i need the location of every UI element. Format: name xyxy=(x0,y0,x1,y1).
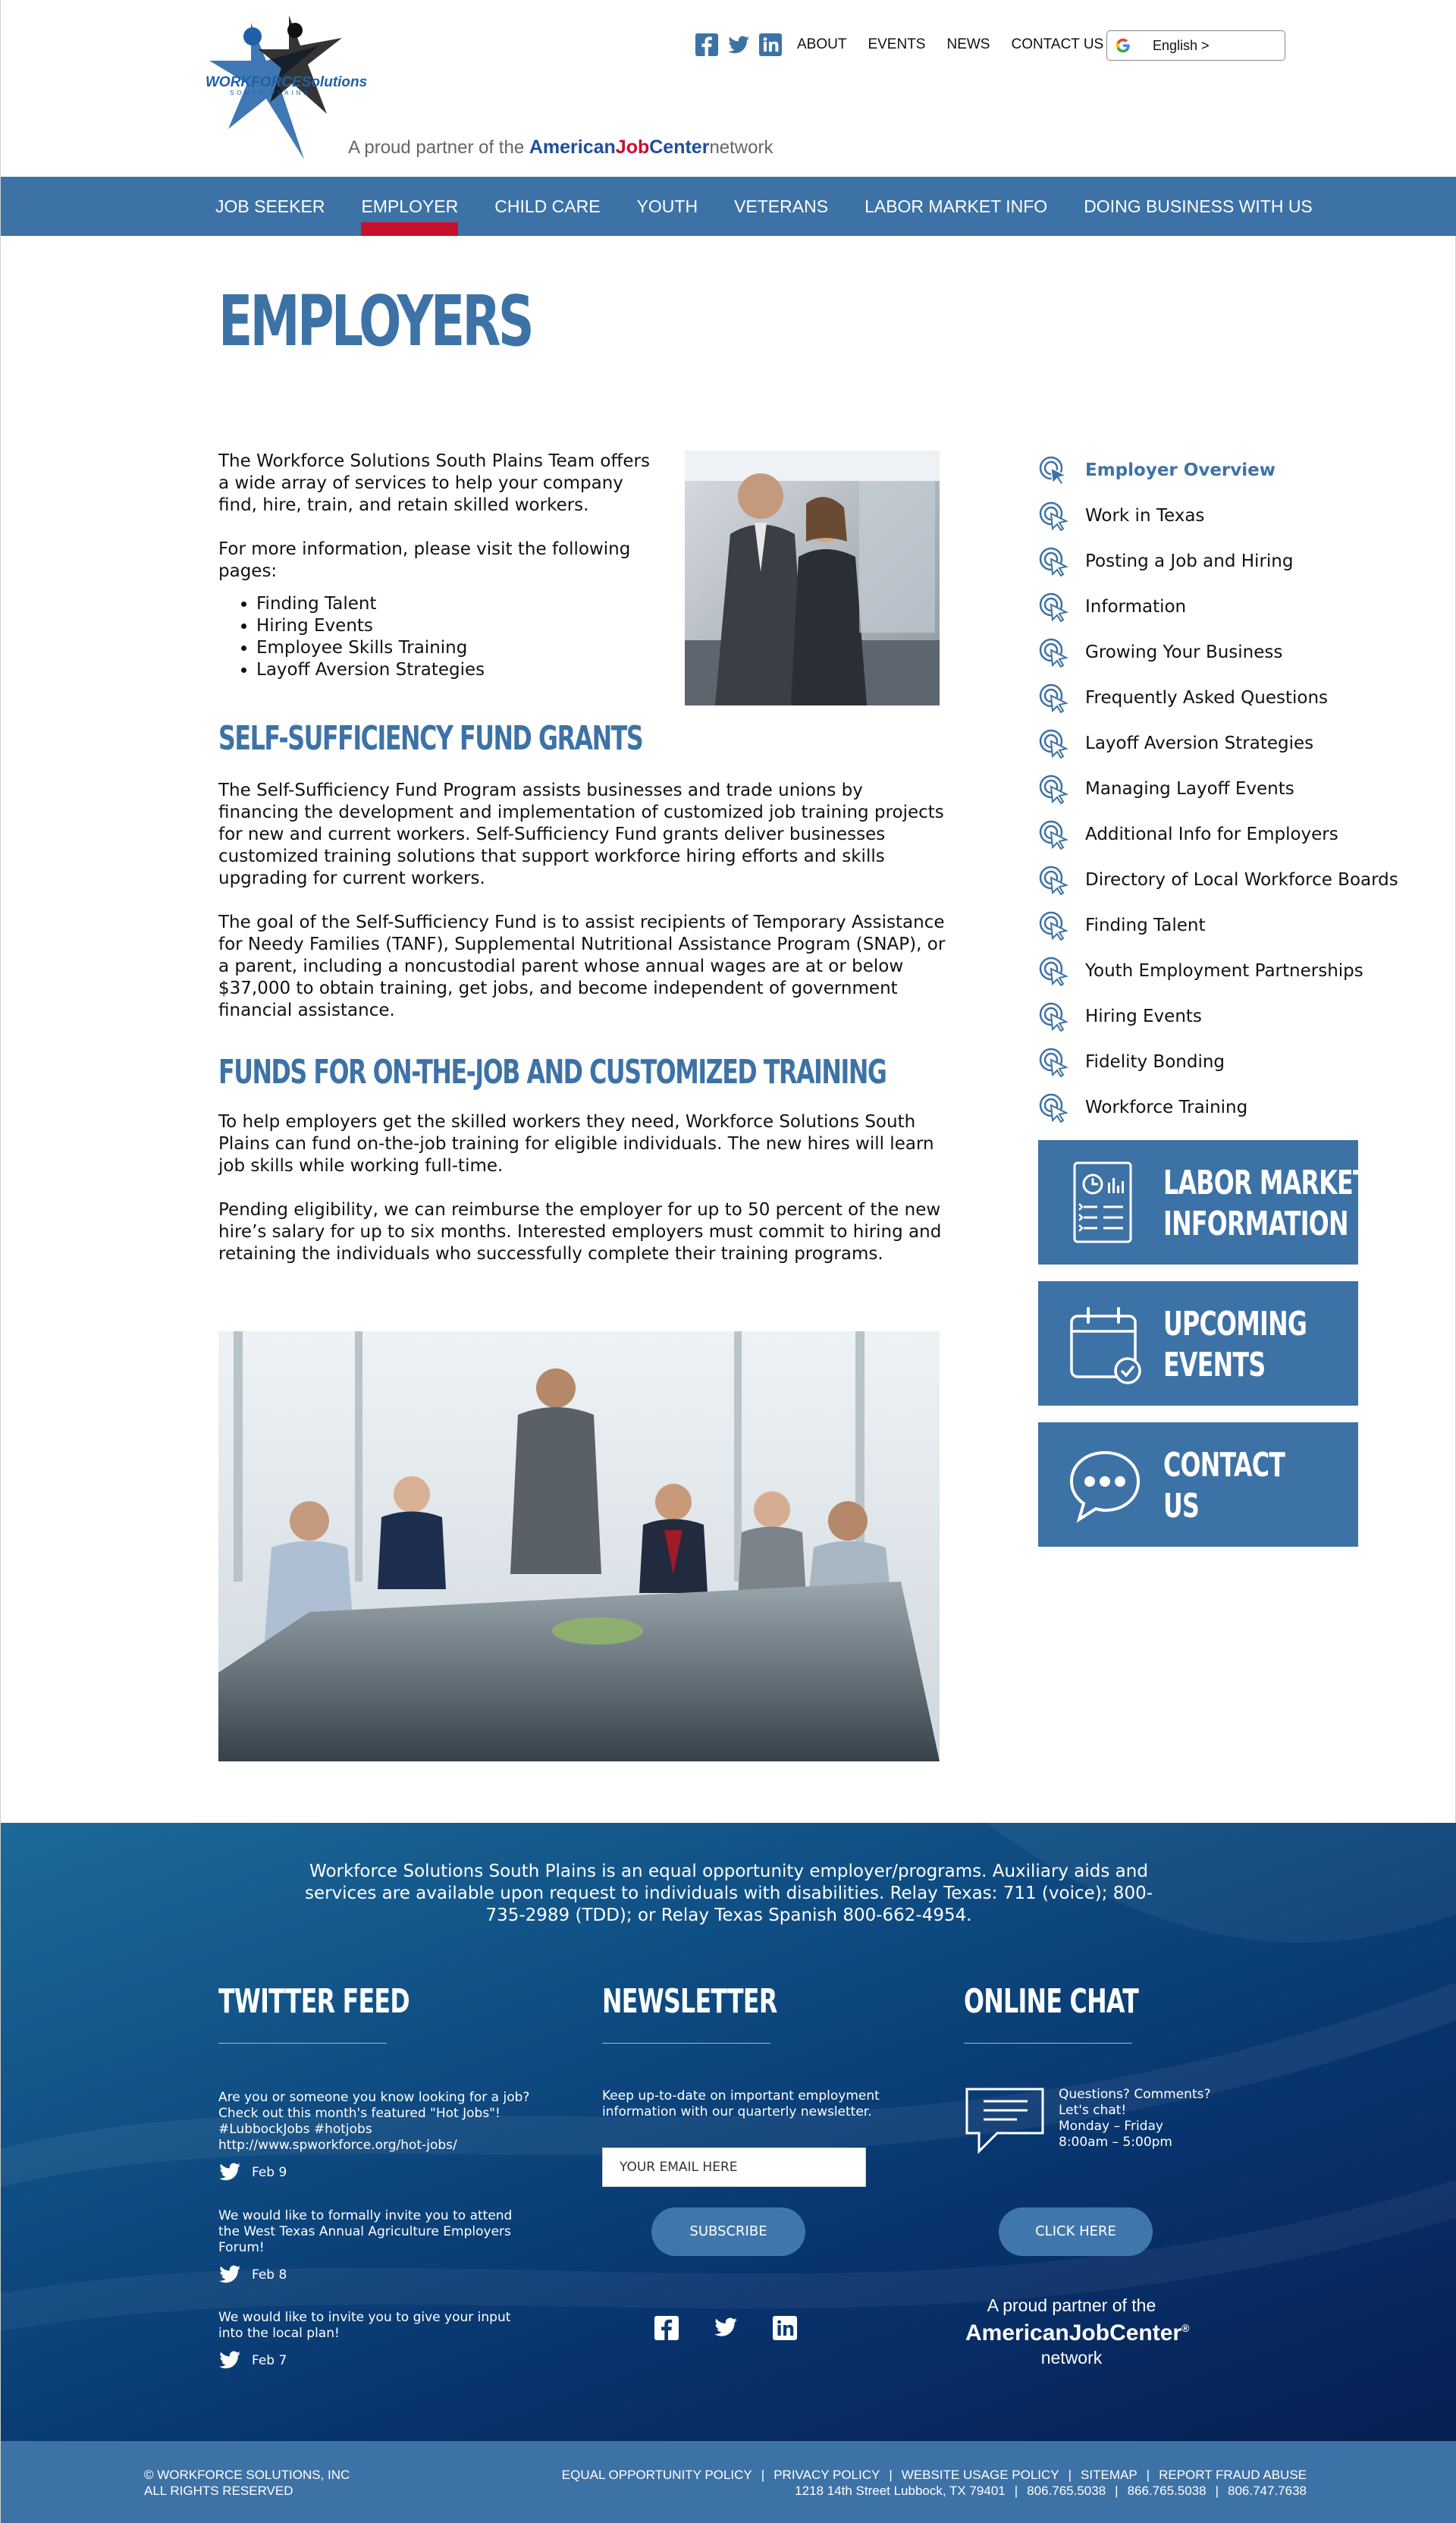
tile-label xyxy=(1163,1163,1369,1245)
privacy-policy-link[interactable]: PRIVACY POLICY xyxy=(774,2468,880,2482)
tweet-meta xyxy=(218,2351,537,2371)
ajc-wordmark: AmericanJobCenter xyxy=(965,2320,1182,2345)
footer-partner-logo xyxy=(965,2295,1190,2368)
intro-paragraph-2: For more information, please visit the following pages: xyxy=(218,539,631,581)
cursor-click-icon xyxy=(1038,1001,1068,1032)
list-item[interactable]: • Layoff Aversion Strategies xyxy=(256,659,658,681)
tile-line-1: CONTACT xyxy=(1163,1446,1285,1485)
equal-opportunity-policy-link[interactable]: EQUAL OPPORTUNITY POLICY xyxy=(561,2468,752,2482)
cursor-click-icon xyxy=(1038,637,1068,668)
chat-click-here-button[interactable]: CLICK HERE xyxy=(999,2207,1153,2256)
section-title-funds: FUNDS FOR ON-THE-JOB AND CUSTOMIZED TRAINING xyxy=(218,1053,886,1092)
cursor-click-icon xyxy=(1038,774,1068,804)
tweet-item xyxy=(218,2310,537,2371)
language-label: English > xyxy=(1153,37,1210,53)
page-title: EMPLOYERS xyxy=(218,281,532,362)
copyright-line-1: © WORKFORCE SOLUTIONS, INC xyxy=(144,2468,350,2482)
tweet-date: Feb 8 xyxy=(252,2267,287,2283)
american-job-center-logo xyxy=(965,2320,1190,2346)
footer-social-links xyxy=(654,2316,797,2340)
partner-prefix: A proud partner of the xyxy=(348,137,525,158)
cursor-click-icon xyxy=(1038,546,1068,577)
ajc-center: Center xyxy=(649,137,710,158)
american-job-center-logo xyxy=(529,137,710,158)
tweet-meta xyxy=(218,2265,537,2285)
list-item[interactable]: • Employee Skills Training xyxy=(256,637,658,659)
twitter-icon[interactable] xyxy=(727,33,750,56)
sidebar-item-label: Finding Talent xyxy=(1085,916,1206,935)
section2-paragraph-2: Pending eligibility, we can reimburse the employer for up to 50 percent of the new hire’s salary for up to six months. Interested employers must commit to hiring and retaining the individuals who successfully complete their training programs. xyxy=(218,1200,942,1264)
tweet-date: Feb 7 xyxy=(252,2352,287,2368)
divider xyxy=(602,2043,770,2044)
sidebar-item-label: Hiring Events xyxy=(1085,1007,1202,1026)
sidebar-item-label: Managing Layoff Events xyxy=(1085,779,1294,799)
sidebar-item-finding-talent[interactable] xyxy=(1038,903,1432,948)
linkedin-icon[interactable] xyxy=(773,2316,797,2340)
sidebar-item-label: Directory of Local Workforce Boards xyxy=(1085,870,1398,890)
cursor-click-icon xyxy=(1038,455,1068,485)
separator: | xyxy=(889,2468,893,2482)
twitter-icon[interactable] xyxy=(714,2316,738,2340)
sidebar-item-directory-boards[interactable] xyxy=(1038,857,1432,903)
language-selector[interactable] xyxy=(1106,30,1285,61)
copyright xyxy=(144,2467,350,2499)
main-navigation xyxy=(1,177,1456,236)
tile-line-2: US xyxy=(1163,1487,1200,1525)
facebook-icon[interactable] xyxy=(654,2316,679,2340)
nav-employer[interactable]: EMPLOYER xyxy=(361,177,458,236)
site-header xyxy=(1,0,1456,177)
employer-sidebar-menu xyxy=(1038,448,1432,1130)
partner-tagline xyxy=(348,137,773,159)
funds-section xyxy=(218,1111,946,1287)
twitter-bird-icon xyxy=(218,2265,241,2285)
sidebar-item-label: Workforce Training xyxy=(1085,1098,1248,1117)
copyright-line-2: ALL RIGHTS RESERVED xyxy=(144,2484,293,2498)
divider xyxy=(218,2043,387,2044)
list-item[interactable]: • Finding Talent xyxy=(256,593,658,615)
cursor-click-icon xyxy=(1038,501,1068,531)
nav-veterans[interactable]: VETERANS xyxy=(734,196,829,216)
newsletter-description: Keep up-to-date on important employment information with our quarterly newsletter. xyxy=(602,2088,880,2119)
cursor-click-icon xyxy=(1038,819,1068,850)
chat-description xyxy=(1059,2087,1256,2151)
nav-youth[interactable]: YOUTH xyxy=(636,196,698,216)
phone-number[interactable]: 866.765.5038 xyxy=(1127,2484,1207,2498)
partner-prefix: A proud partner of the xyxy=(987,2295,1156,2315)
tweet-meta xyxy=(218,2163,537,2182)
sidebar-item-employer-overview[interactable] xyxy=(1038,448,1432,493)
sidebar-item-fidelity-bonding[interactable] xyxy=(1038,1039,1432,1085)
cursor-click-icon xyxy=(1038,728,1068,759)
sidebar-item-label: Additional Info for Employers xyxy=(1085,825,1338,844)
cursor-click-icon xyxy=(1038,956,1068,986)
nav-child-care[interactable]: CHILD CARE xyxy=(494,196,601,216)
equal-opportunity-statement: Workforce Solutions South Plains is an equal opportunity employer/programs. Auxiliary aids and services are available upon request to individuals with disabilities. Relay Texas: 711 (voice); 800-735-2989 (TDD); or Relay Texas Spanish 800-662-4954. xyxy=(304,1862,1153,1925)
header-social-links xyxy=(695,33,782,56)
chat-line: Let's chat! xyxy=(1059,2103,1127,2118)
email-field[interactable] xyxy=(602,2148,866,2187)
nav-labor-market-info[interactable]: LABOR MARKET INFO xyxy=(864,196,1048,216)
separator: | xyxy=(1068,2468,1072,2482)
calendar-check-icon xyxy=(1067,1301,1143,1386)
labor-market-info-tile[interactable] xyxy=(1038,1140,1369,1265)
cursor-click-icon xyxy=(1038,1092,1068,1123)
sidebar-item-faq[interactable] xyxy=(1038,675,1432,721)
sidebar-item-growing-business[interactable] xyxy=(1038,630,1432,675)
facebook-icon[interactable] xyxy=(695,33,718,56)
separator: | xyxy=(1115,2484,1119,2498)
sidebar-item-label: Fidelity Bonding xyxy=(1085,1052,1225,1072)
logo-subtitle: SOUTH PLAINS xyxy=(230,90,311,96)
sidebar-item-label: Posting a Job and Hiring xyxy=(1085,551,1294,571)
separator: | xyxy=(761,2468,765,2482)
cursor-click-icon xyxy=(1038,1047,1068,1077)
google-translate-icon xyxy=(1115,37,1131,54)
tweet-item xyxy=(218,2090,537,2182)
partner-suffix: network xyxy=(709,137,774,158)
sidebar-item-hiring-events[interactable] xyxy=(1038,994,1432,1039)
sidebar-item-additional-info[interactable] xyxy=(1038,812,1432,857)
sidebar-item-label: Employer Overview xyxy=(1085,460,1276,480)
self-sufficiency-section xyxy=(218,780,946,1044)
sidebar-item-work-in-texas[interactable] xyxy=(1038,493,1432,539)
sidebar-item-label: Youth Employment Partnerships xyxy=(1085,961,1363,981)
sidebar-item-youth-partnerships[interactable] xyxy=(1038,948,1432,994)
cursor-click-icon xyxy=(1038,592,1068,622)
newsletter-title: NEWSLETTER xyxy=(602,1982,777,2021)
ajc-job: Job xyxy=(615,137,650,158)
nav-contact-link[interactable]: CONTACT US xyxy=(1011,36,1104,52)
chat-line: Monday – Friday xyxy=(1059,2119,1163,2134)
section1-paragraph-1: The Self-Sufficiency Fund Program assists businesses and trade unions by financing the development and implementation of customized job training projects for new and current workers. Self-Sufficiency Fund grants deliver businesses customized training solutions that support workforce hiring efforts and skills upgrading for current workers. xyxy=(218,781,944,888)
subscribe-button[interactable]: SUBSCRIBE xyxy=(651,2207,805,2256)
nav-about-link[interactable]: ABOUT xyxy=(797,36,847,52)
fax-number: 806.747.7638 xyxy=(1228,2484,1307,2498)
registered-mark: ® xyxy=(1181,2322,1190,2334)
chat-line: Questions? Comments? xyxy=(1059,2087,1211,2102)
intro-link-list xyxy=(256,593,658,681)
divider xyxy=(964,2043,1132,2044)
legal-links xyxy=(562,2467,1307,2499)
intro-section xyxy=(218,451,658,681)
site-footer xyxy=(1,1823,1456,2441)
tile-line-1: LABOR MARKET xyxy=(1163,1164,1369,1202)
section-title-self-sufficiency: SELF-SUFFICIENCY FUND GRANTS xyxy=(218,719,643,758)
chat-bubble-icon xyxy=(964,2085,1046,2157)
bottom-bar xyxy=(1,2441,1456,2523)
contact-us-tile[interactable] xyxy=(1038,1422,1358,1547)
sidebar-item-managing-layoff[interactable] xyxy=(1038,766,1432,812)
tile-line-1: UPCOMING xyxy=(1163,1305,1307,1343)
twitter-feed-title: TWITTER FEED xyxy=(218,1982,410,2021)
twitter-bird-icon xyxy=(218,2163,241,2182)
tile-label xyxy=(1163,1445,1285,1527)
conference-room-photo xyxy=(218,1331,940,1761)
sidebar-item-information[interactable] xyxy=(1038,584,1432,630)
list-item[interactable]: • Hiring Events xyxy=(256,615,658,637)
partner-suffix: network xyxy=(1040,2348,1103,2367)
website-usage-policy-link[interactable]: WEBSITE USAGE POLICY xyxy=(901,2468,1059,2482)
report-fraud-link[interactable]: REPORT FRAUD ABUSE xyxy=(1159,2468,1307,2482)
tile-line-2: INFORMATION xyxy=(1163,1205,1348,1243)
online-chat-title: ONLINE CHAT xyxy=(964,1982,1139,2021)
section1-paragraph-2: The goal of the Self-Sufficiency Fund is to assist recipients of Temporary Assistance for Needy Families (TANF), Supplemental Nutritional Assistance Program (SNAP), or a parent, including a noncustodial parent whose annual wages are at or below $37,000 to obtain training, get jobs, and become independent of government financial assistance. xyxy=(218,913,946,1020)
ajc-american: American xyxy=(529,137,616,158)
section2-paragraph-1: To help employers get the skilled workers they need, Workforce Solutions South Plains can fund on-the-job training for eligible individuals. The new hires will learn job skills while working full-time. xyxy=(218,1112,934,1176)
phone-number[interactable]: 806.765.5038 xyxy=(1027,2484,1106,2498)
linkedin-icon[interactable] xyxy=(759,33,782,56)
sidebar-item-label: Layoff Aversion Strategies xyxy=(1085,734,1314,753)
sidebar-item-label: Growing Your Business xyxy=(1085,643,1283,662)
nav-news-link[interactable]: NEWS xyxy=(946,36,990,52)
sidebar-item-label: Work in Texas xyxy=(1085,506,1205,526)
nav-job-seeker[interactable]: JOB SEEKER xyxy=(215,196,325,216)
tweet-text[interactable]: We would like to invite you to give your input into the local plan! xyxy=(218,2310,511,2341)
cursor-click-icon xyxy=(1038,683,1068,713)
separator: | xyxy=(1014,2484,1018,2498)
nav-events-link[interactable]: EVENTS xyxy=(868,36,926,52)
utility-nav xyxy=(797,36,1103,53)
tweet-text[interactable]: We would like to formally invite you to attend the West Texas Annual Agriculture Employers Forum! xyxy=(218,2208,513,2255)
sidebar-item-layoff-aversion[interactable] xyxy=(1038,721,1432,766)
separator: | xyxy=(1146,2468,1150,2482)
cursor-click-icon xyxy=(1038,865,1068,895)
address: 1218 14th Street Lubbock, TX 79401 xyxy=(795,2484,1006,2498)
twitter-bird-icon xyxy=(218,2351,241,2371)
workforce-solutions-logo[interactable] xyxy=(206,15,368,159)
sidebar-item-posting-job[interactable] xyxy=(1038,539,1432,584)
sidebar-item-workforce-training[interactable] xyxy=(1038,1085,1432,1130)
cursor-click-icon xyxy=(1038,910,1068,941)
separator: | xyxy=(1215,2484,1219,2498)
tile-line-2: EVENTS xyxy=(1163,1346,1266,1384)
tile-label xyxy=(1163,1304,1307,1386)
sitemap-link[interactable]: SITEMAP xyxy=(1081,2468,1138,2482)
sidebar-item-label: Frequently Asked Questions xyxy=(1085,688,1329,708)
chat-line: 8:00am – 5:00pm xyxy=(1059,2135,1172,2150)
report-icon xyxy=(1067,1160,1143,1245)
business-meeting-photo xyxy=(685,451,940,705)
upcoming-events-tile[interactable] xyxy=(1038,1281,1358,1406)
tweet-text[interactable]: Are you or someone you know looking for a job? Check out this month's featured "Hot Jobs"! #LubbockJobs #hotjobs http://www.spworkforce.org/hot-jobs/ xyxy=(218,2090,530,2153)
tweet-item xyxy=(218,2208,537,2285)
nav-doing-business[interactable]: DOING BUSINESS WITH US xyxy=(1084,196,1313,216)
sidebar-item-label: Information xyxy=(1085,597,1187,617)
intro-paragraph-1: The Workforce Solutions South Plains Team offers a wide array of services to help your company find, hire, train, and retain skilled workers. xyxy=(218,451,650,515)
logo-wordmark: WORKFORCESolutions xyxy=(206,74,368,90)
tweet-date: Feb 9 xyxy=(252,2164,287,2180)
chat-bubble-icon xyxy=(1067,1442,1143,1527)
